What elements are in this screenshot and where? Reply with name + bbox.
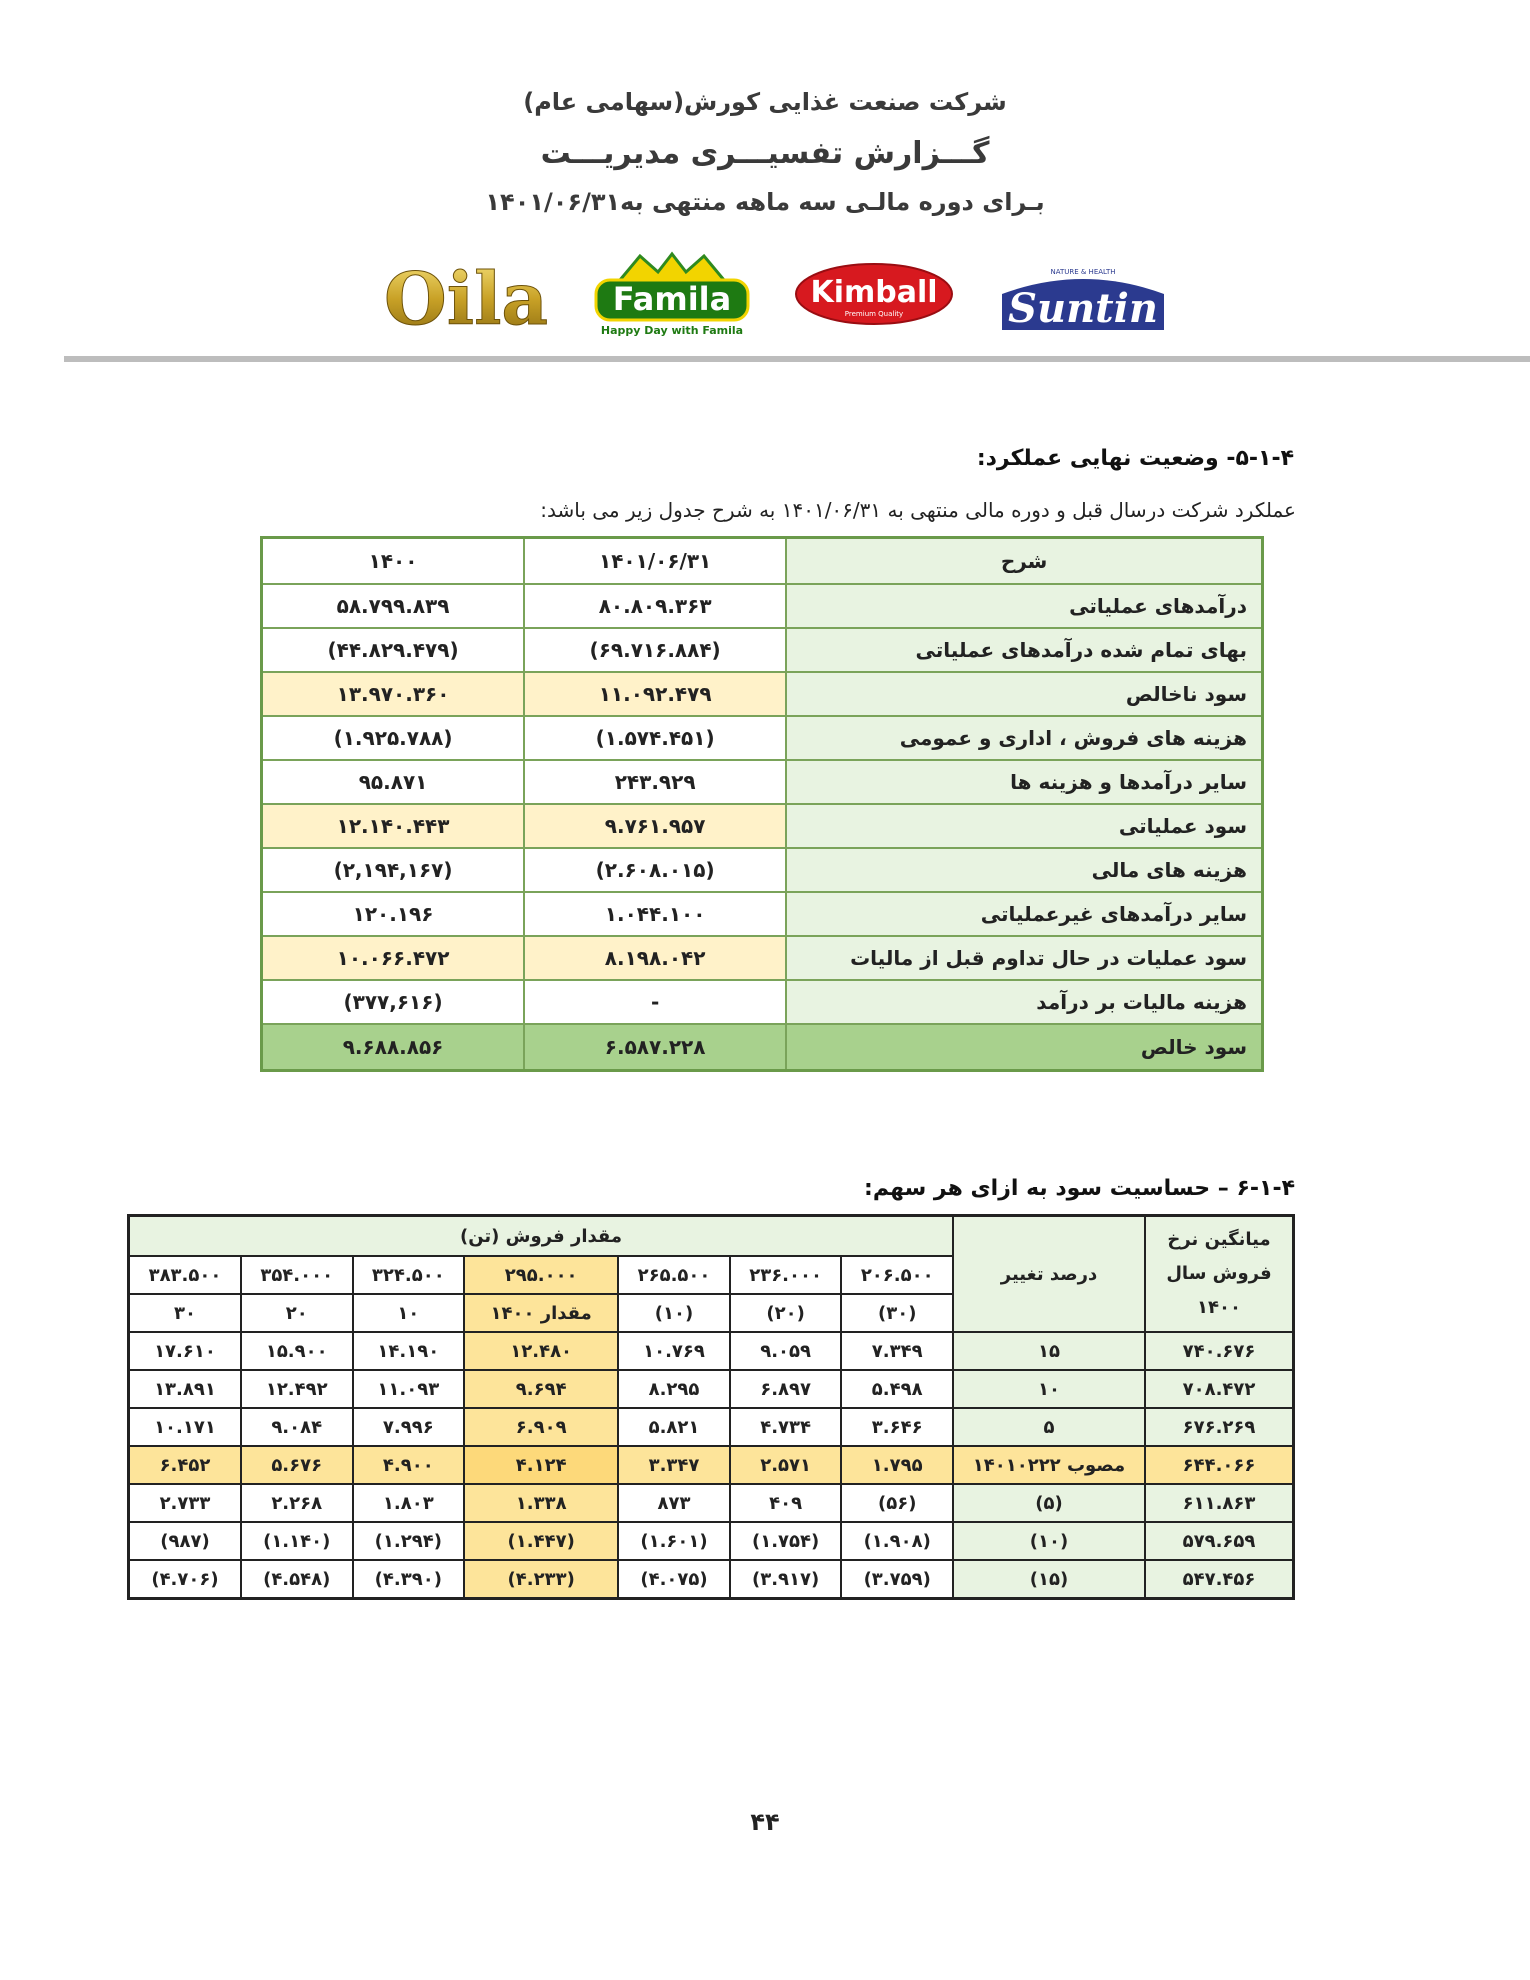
col-description: شرح (786, 538, 1262, 585)
change-cell: ۱۰ (953, 1370, 1145, 1408)
table-row (129, 1370, 1294, 1408)
eps-cell: ۷.۳۴۹ (841, 1332, 953, 1370)
eps-cell: ۱۱.۰۹۳ (353, 1370, 465, 1408)
qty-pct: (۱۰) (618, 1294, 730, 1332)
suntin-logo-text: Suntin (1008, 285, 1158, 332)
eps-cell: ۱.۸۰۳ (353, 1484, 465, 1522)
eps-cell: (۳.۷۵۹) (841, 1560, 953, 1599)
eps-cell: ۹.۰۸۴ (241, 1408, 353, 1446)
row-label: درآمدهای عملیاتی (786, 584, 1262, 628)
table-row (129, 1332, 1294, 1370)
eps-cell: (۱.۴۴۷) (464, 1522, 618, 1560)
row-label: هزینه مالیات بر درآمد (786, 980, 1262, 1024)
oila-logo-text: Oila (384, 256, 549, 340)
row-value-1401: - (524, 980, 786, 1024)
qty-pct: (۳۰) (841, 1294, 953, 1332)
table-row (262, 584, 1263, 628)
row-value-1401: ۸۰.۸۰۹.۳۶۳ (524, 584, 786, 628)
eps-cell: (۱.۷۵۴) (730, 1522, 842, 1560)
section-performance-title: ۵-۱-۴- وضعیت نهایی عملکرد: (976, 446, 1294, 471)
row-label: سود عملیاتی (786, 804, 1262, 848)
row-value-1400: ۱۳.۹۷۰.۳۶۰ (262, 672, 525, 716)
oila-logo (380, 250, 560, 340)
eps-cell: ۱۴.۱۹۰ (353, 1332, 465, 1370)
qty-pct: ۳۰ (129, 1294, 241, 1332)
change-cell: (۱۵) (953, 1560, 1145, 1599)
eps-cell: ۹.۶۹۴ (464, 1370, 618, 1408)
brand-logos (380, 250, 1170, 340)
row-value-1401: ۸.۱۹۸.۰۴۲ (524, 936, 786, 980)
eps-cell: ۱۵.۹۰۰ (241, 1332, 353, 1370)
col-sales-quantity: مقدار فروش (تن) (129, 1216, 954, 1257)
eps-cell: ۸.۲۹۵ (618, 1370, 730, 1408)
qty-value: ۳۸۳.۵۰۰ (129, 1256, 241, 1294)
eps-cell: ۳.۳۴۷ (618, 1446, 730, 1484)
eps-cell: ۲.۲۶۸ (241, 1484, 353, 1522)
row-value-1401: (۲.۶۰۸.۰۱۵) (524, 848, 786, 892)
change-cell: ۵ (953, 1408, 1145, 1446)
eps-cell: ۵.۶۷۶ (241, 1446, 353, 1484)
row-label: سود ناخالص (786, 672, 1262, 716)
eps-cell: ۵.۸۲۱ (618, 1408, 730, 1446)
qty-value: ۲۶۵.۵۰۰ (618, 1256, 730, 1294)
table-row (262, 892, 1263, 936)
eps-cell: (۳.۹۱۷) (730, 1560, 842, 1599)
report-period: بـرای دوره مالـی سه ماهه منتهی به۱۴۰۱/۰۶/۳۱ (485, 188, 1045, 216)
performance-table (260, 536, 1264, 1072)
qty-value: ۳۲۴.۵۰۰ (353, 1256, 465, 1294)
page-number: ۴۴ (750, 1808, 780, 1836)
row-label: بهای تمام شده درآمدهای عملیاتی (786, 628, 1262, 672)
eps-cell: ۶.۴۵۲ (129, 1446, 241, 1484)
famila-tagline: Happy Day with Famila (600, 324, 744, 337)
eps-cell: (۴.۲۳۳) (464, 1560, 618, 1599)
eps-cell: ۴.۱۲۴ (464, 1446, 618, 1484)
row-value-1401: ۲۴۳.۹۲۹ (524, 760, 786, 804)
sensitivity-table (127, 1214, 1295, 1600)
eps-cell: ۱۷.۶۱۰ (129, 1332, 241, 1370)
col-1401: ۱۴۰۱/۰۶/۳۱ (524, 538, 786, 585)
suntin-tagline: NATURE & HEALTH (1050, 268, 1116, 276)
section-performance-intro: عملکرد شرکت درسال قبل و دوره مالی منتهی به ۱۴۰۱/۰۶/۳۱ به شرح جدول زیر می باشد: (540, 498, 1296, 522)
row-value-1400: ۱۲۰.۱۹۶ (262, 892, 525, 936)
report-title: گـــزارش تفسیـــری مدیریـــت (540, 136, 990, 171)
eps-cell: (۱.۱۴۰) (241, 1522, 353, 1560)
eps-cell: ۱.۳۳۸ (464, 1484, 618, 1522)
table-row (262, 716, 1263, 760)
rate-cell: ۷۰۸.۴۷۲ (1145, 1370, 1294, 1408)
rate-cell: ۵۷۹.۶۵۹ (1145, 1522, 1294, 1560)
col-1400: ۱۴۰۰ (262, 538, 525, 585)
eps-cell: ۴.۷۳۴ (730, 1408, 842, 1446)
row-label: سود عملیات در حال تداوم قبل از مالیات (786, 936, 1262, 980)
eps-cell: ۴۰۹ (730, 1484, 842, 1522)
famila-logo-text: Famila (612, 280, 732, 318)
rate-cell: ۶۴۴.۰۶۶ (1145, 1446, 1294, 1484)
eps-cell: (۹۸۷) (129, 1522, 241, 1560)
qty-value-base: ۲۹۵.۰۰۰ (464, 1256, 618, 1294)
eps-cell: ۲.۷۳۳ (129, 1484, 241, 1522)
change-cell: مصوب ۱۴۰۱۰۲۲۲ (953, 1446, 1145, 1484)
row-value-1400: ۱۲.۱۴۰.۴۴۳ (262, 804, 525, 848)
qty-pct: (۲۰) (730, 1294, 842, 1332)
table-row (262, 672, 1263, 716)
row-value-1401: ۹.۷۶۱.۹۵۷ (524, 804, 786, 848)
qty-pct: ۱۰ (353, 1294, 465, 1332)
kimball-tagline: Premium Quality (844, 310, 904, 318)
eps-cell: ۱۲.۴۹۲ (241, 1370, 353, 1408)
qty-value: ۳۵۴.۰۰۰ (241, 1256, 353, 1294)
eps-cell: (۵۶) (841, 1484, 953, 1522)
eps-cell: (۴.۵۴۸) (241, 1560, 353, 1599)
rate-cell: ۵۴۷.۴۵۶ (1145, 1560, 1294, 1599)
famila-logo (592, 250, 752, 340)
eps-cell: (۴.۳۹۰) (353, 1560, 465, 1599)
row-value-1400: ۹۵.۸۷۱ (262, 760, 525, 804)
eps-cell: (۱.۹۰۸) (841, 1522, 953, 1560)
eps-cell: ۸۷۳ (618, 1484, 730, 1522)
table-row (262, 804, 1263, 848)
table-row (129, 1560, 1294, 1599)
row-value-1401: ۱۱.۰۹۲.۴۷۹ (524, 672, 786, 716)
row-label: هزینه های مالی (786, 848, 1262, 892)
company-name: شرکت صنعت غذایی کورش(سهامی عام) (523, 88, 1007, 116)
total-value-1401: ۶.۵۸۷.۲۲۸ (524, 1024, 786, 1071)
eps-cell: ۹.۰۵۹ (730, 1332, 842, 1370)
kimball-logo-text: Kimball (810, 275, 938, 310)
rate-cell: ۶۱۱.۸۶۳ (1145, 1484, 1294, 1522)
table-row (129, 1484, 1294, 1522)
eps-cell: (۱.۶۰۱) (618, 1522, 730, 1560)
qty-value: ۲۰۶.۵۰۰ (841, 1256, 953, 1294)
row-value-1400: (۲,۱۹۴,۱۶۷) (262, 848, 525, 892)
suntin-logo (996, 250, 1170, 340)
row-value-1400: (۱.۹۲۵.۷۸۸) (262, 716, 525, 760)
qty-pct-base: مقدار ۱۴۰۰ (464, 1294, 618, 1332)
row-value-1401: (۱.۵۷۴.۴۵۱) (524, 716, 786, 760)
eps-cell: ۱۲.۴۸۰ (464, 1332, 618, 1370)
row-value-1401: ۱.۰۴۴.۱۰۰ (524, 892, 786, 936)
table-row (262, 628, 1263, 672)
header-divider (64, 356, 1530, 362)
eps-cell: ۶.۸۹۷ (730, 1370, 842, 1408)
row-value-1400: ۵۸.۷۹۹.۸۳۹ (262, 584, 525, 628)
eps-cell: ۳.۶۴۶ (841, 1408, 953, 1446)
table-row-approved (129, 1446, 1294, 1484)
rate-cell: ۶۷۶.۲۶۹ (1145, 1408, 1294, 1446)
col-avg-rate: میانگین نرخ فروش سال ۱۴۰۰ (1145, 1216, 1294, 1333)
table-row (129, 1408, 1294, 1446)
total-label: سود خالص (786, 1024, 1262, 1071)
row-value-1401: (۶۹.۷۱۶.۸۸۴) (524, 628, 786, 672)
change-cell: ۱۵ (953, 1332, 1145, 1370)
eps-cell: ۱۰.۷۶۹ (618, 1332, 730, 1370)
eps-cell: ۴.۹۰۰ (353, 1446, 465, 1484)
total-row (262, 1024, 1263, 1071)
row-label: هزینه های فروش ، اداری و عمومی (786, 716, 1262, 760)
rate-cell: ۷۴۰.۶۷۶ (1145, 1332, 1294, 1370)
row-label: سایر درآمدهای غیرعملیاتی (786, 892, 1262, 936)
eps-cell: (۴.۷۰۶) (129, 1560, 241, 1599)
eps-cell: ۱.۷۹۵ (841, 1446, 953, 1484)
change-cell: (۱۰) (953, 1522, 1145, 1560)
eps-cell: ۵.۴۹۸ (841, 1370, 953, 1408)
eps-cell: (۴.۰۷۵) (618, 1560, 730, 1599)
eps-cell: ۲.۵۷۱ (730, 1446, 842, 1484)
eps-cell: ۶.۹۰۹ (464, 1408, 618, 1446)
qty-value: ۲۳۶.۰۰۰ (730, 1256, 842, 1294)
eps-cell: ۷.۹۹۶ (353, 1408, 465, 1446)
eps-cell: ۱۰.۱۷۱ (129, 1408, 241, 1446)
table-row (129, 1522, 1294, 1560)
change-cell: (۵) (953, 1484, 1145, 1522)
row-value-1400: ۱۰.۰۶۶.۴۷۲ (262, 936, 525, 980)
table-row (262, 936, 1263, 980)
section-sensitivity-title: ۶-۱-۴ – حساسیت سود به ازای هر سهم: (864, 1176, 1295, 1201)
kimball-logo (794, 250, 954, 340)
row-value-1400: (۳۷۷,۶۱۶) (262, 980, 525, 1024)
total-value-1400: ۹.۶۸۸.۸۵۶ (262, 1024, 525, 1071)
table-row (262, 980, 1263, 1024)
col-percent-change: درصد تغییر (953, 1216, 1145, 1333)
row-value-1400: (۴۴.۸۲۹.۴۷۹) (262, 628, 525, 672)
eps-cell: ۱۳.۸۹۱ (129, 1370, 241, 1408)
table-row (262, 760, 1263, 804)
row-label: سایر درآمدها و هزینه ها (786, 760, 1262, 804)
eps-cell: (۱.۲۹۴) (353, 1522, 465, 1560)
qty-pct: ۲۰ (241, 1294, 353, 1332)
table-header-row (262, 538, 1263, 585)
table-row (262, 848, 1263, 892)
